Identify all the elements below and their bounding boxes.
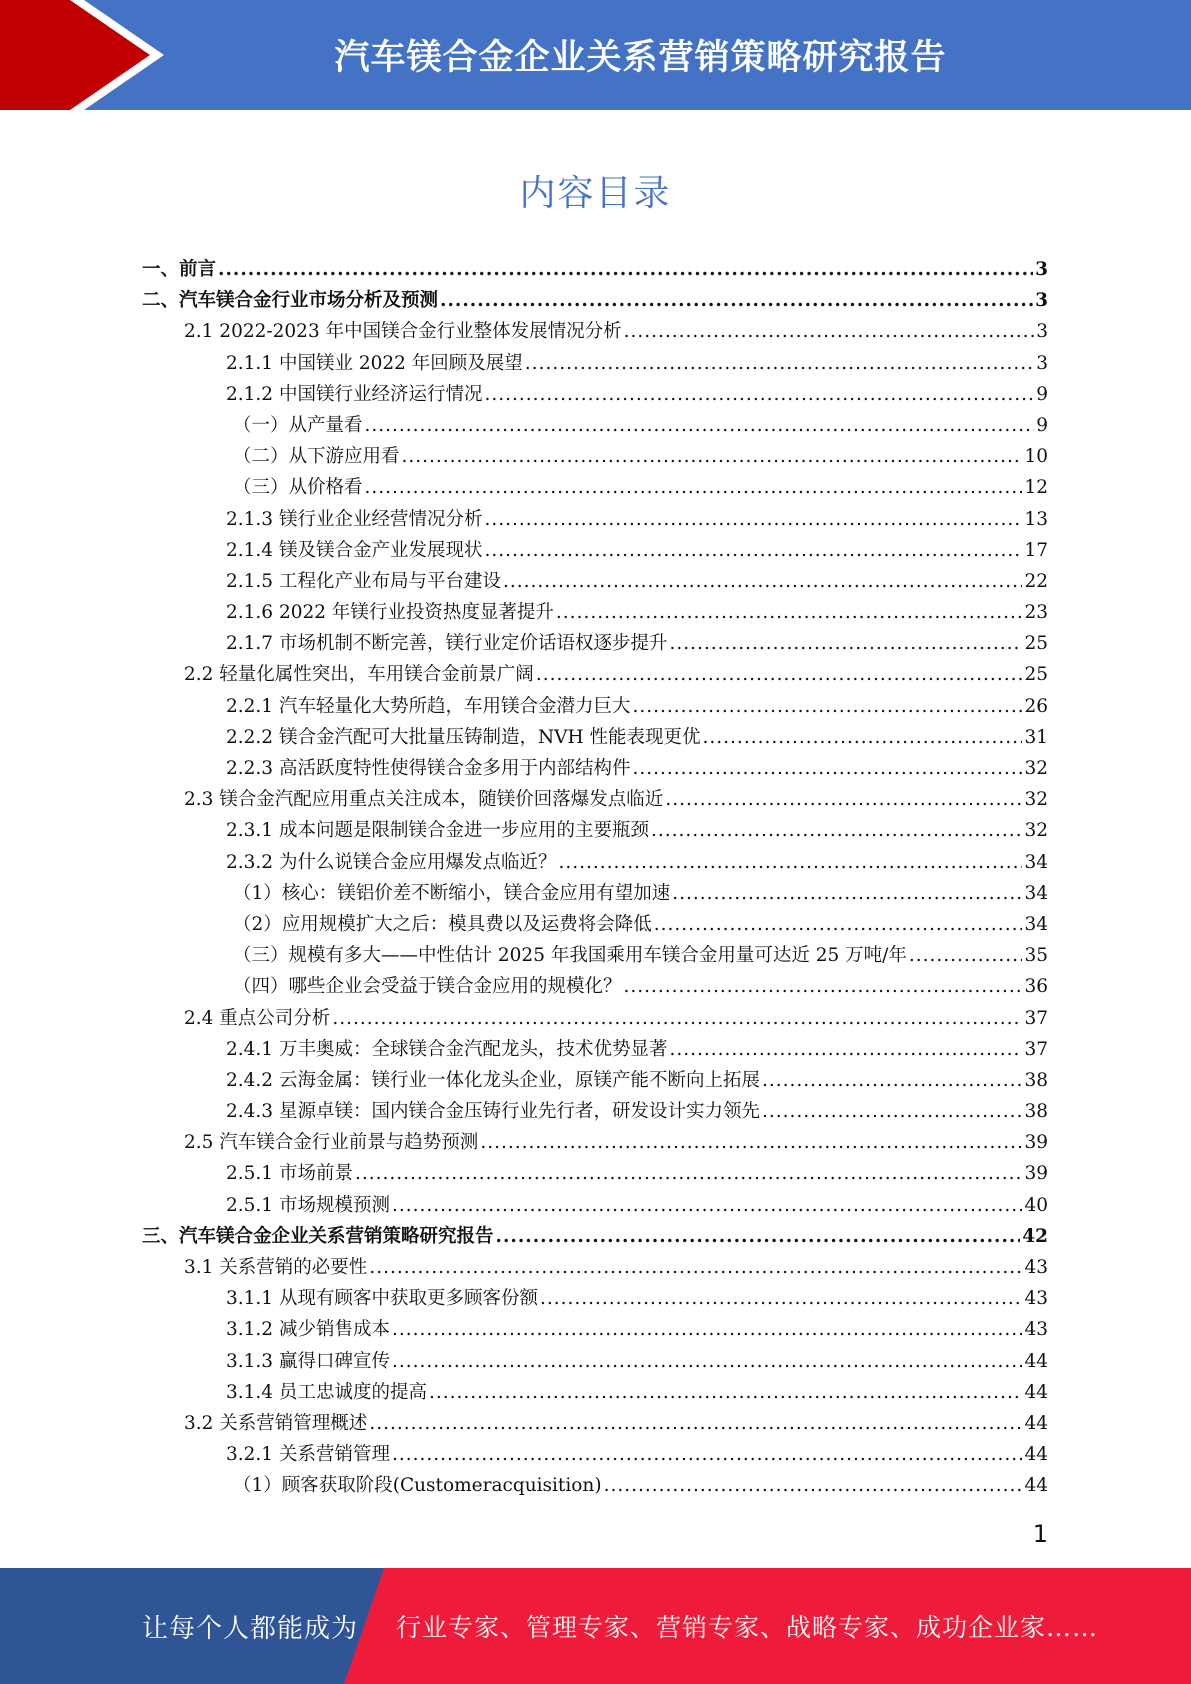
toc-entry[interactable]	[142, 971, 1048, 1002]
toc-dot-leader	[392, 1439, 1022, 1470]
toc-dot-leader	[355, 1158, 1023, 1189]
toc-entry-label: 3.2.1 关系营销管理	[226, 1444, 390, 1466]
toc-dot-leader	[654, 909, 1023, 940]
toc-dot-leader	[429, 1377, 1022, 1408]
toc-entry[interactable]	[142, 504, 1048, 535]
toc-dot-leader	[536, 659, 1023, 690]
table-of-contents	[142, 254, 1048, 1502]
toc-entry-label: 3.1.2 减少销售成本	[226, 1319, 390, 1341]
toc-entry-label: （1）顾客获取阶段(Customeracquisition)	[233, 1475, 602, 1497]
toc-dot-leader	[651, 815, 1022, 846]
toc-dot-leader	[484, 379, 1034, 410]
toc-dot-leader	[480, 1127, 1022, 1158]
toc-entry-page: 12	[1024, 477, 1048, 499]
toc-entry-label: 2.2.2 镁合金汽配可大批量压铸制造，NVH 性能表现更优	[226, 726, 701, 748]
toc-entry[interactable]	[142, 1252, 1048, 1283]
toc-entry-page: 25	[1024, 664, 1048, 686]
toc-dot-leader	[672, 878, 1022, 909]
toc-entry[interactable]	[142, 410, 1048, 441]
toc-dot-leader	[496, 1221, 1021, 1252]
footer-band	[0, 1568, 1191, 1684]
toc-entry[interactable]	[142, 472, 1048, 503]
toc-entry[interactable]	[142, 909, 1048, 940]
footer-slogan-left: 让每个人都能成为	[142, 1613, 359, 1644]
toc-dot-leader	[669, 1034, 1022, 1065]
header-red-arrow	[0, 0, 150, 110]
toc-entry-page: 3	[1036, 321, 1048, 343]
toc-entry-label: 3.1.4 员工忠诚度的提高	[226, 1381, 427, 1403]
toc-dot-leader	[332, 1003, 1022, 1034]
toc-entry-label: 3.2 关系营销管理概述	[184, 1412, 368, 1434]
toc-entry-page: 36	[1024, 976, 1048, 998]
toc-entry-label: （2）应用规模扩大之后：模具费以及运费将会降低	[233, 913, 652, 935]
toc-entry-label: 2.5.1 市场前景	[226, 1163, 353, 1185]
toc-dot-leader	[540, 1283, 1022, 1314]
toc-dot-leader	[558, 847, 1022, 878]
toc-dot-leader	[369, 1408, 1022, 1439]
toc-entry-page: 3	[1035, 259, 1048, 280]
toc-dot-leader	[624, 316, 1035, 347]
toc-entry-label: 2.5.1 市场规模预测	[226, 1194, 390, 1216]
toc-dot-leader	[762, 1096, 1022, 1127]
toc-entry-label: 2.1.5 工程化产业布局与平台建设	[226, 570, 501, 592]
toc-dot-leader	[703, 722, 1023, 753]
toc-entry-label: 3.1.3 赢得口碑宣传	[226, 1350, 390, 1372]
toc-dot-leader	[365, 410, 1035, 441]
toc-entry[interactable]	[142, 1190, 1048, 1221]
toc-entry-label: 2.2.1 汽车轻量化大势所趋，车用镁合金潜力巨大	[226, 695, 631, 717]
toc-entry-page: 10	[1024, 446, 1048, 468]
toc-entry-label: 2.4 重点公司分析	[184, 1007, 331, 1029]
toc-entry[interactable]	[142, 1377, 1048, 1408]
toc-dot-leader	[632, 753, 1022, 784]
toc-dot-leader	[556, 597, 1023, 628]
toc-entry[interactable]	[142, 379, 1048, 410]
toc-entry-label: 2.3 镁合金汽配应用重点关注成本，随镁价回落爆发点临近	[184, 789, 664, 811]
toc-entry-page: 39	[1024, 1163, 1048, 1185]
toc-entry-label: 2.4.3 星源卓镁：国内镁合金压铸行业先行者，研发设计实力领先	[226, 1101, 760, 1123]
toc-entry-page: 44	[1024, 1381, 1048, 1403]
toc-entry[interactable]	[142, 628, 1048, 659]
toc-dot-leader	[624, 971, 1023, 1002]
toc-entry-label: 2.1.3 镁行业企业经营情况分析	[226, 508, 483, 530]
toc-entry-label: 3.1 关系营销的必要性	[184, 1257, 368, 1278]
toc-entry-page: 32	[1024, 758, 1048, 779]
toc-entry[interactable]	[142, 659, 1048, 690]
toc-entry[interactable]	[142, 847, 1048, 878]
toc-entry-page: 9	[1036, 414, 1048, 436]
toc-entry-page: 23	[1024, 602, 1048, 624]
toc-entry-page: 3	[1035, 290, 1048, 312]
toc-entry-label: 2.4.1 万丰奥威：全球镁合金汽配龙头，技术优势显著	[226, 1038, 668, 1060]
toc-dot-leader	[365, 472, 1023, 503]
toc-entry-label: 2.4.2 云海金属：镁行业一体化龙头企业，原镁产能不断向上拓展	[226, 1069, 760, 1091]
toc-entry-page: 34	[1024, 913, 1048, 935]
toc-entry[interactable]	[142, 535, 1048, 566]
header-band	[0, 0, 1191, 110]
toc-entry-page: 31	[1024, 726, 1048, 748]
toc-entry[interactable]	[142, 1034, 1048, 1065]
toc-entry-label: 2.1.4 镁及镁合金产业发展现状	[226, 539, 483, 561]
toc-entry-page: 38	[1024, 1101, 1048, 1123]
toc-entry[interactable]	[142, 1346, 1048, 1377]
toc-entry-page: 13	[1024, 508, 1048, 530]
header-title: 汽车镁合金企业关系营销策略研究报告	[334, 38, 947, 78]
toc-entry-page: 44	[1024, 1350, 1048, 1372]
toc-entry-page: 26	[1024, 695, 1048, 717]
toc-entry-page: 38	[1024, 1069, 1048, 1091]
toc-dot-leader	[392, 1314, 1022, 1345]
toc-entry-page: 42	[1022, 1225, 1048, 1247]
toc-entry[interactable]	[142, 691, 1048, 722]
toc-entry-label: 2.1 2022-2023 年中国镁合金行业整体发展情况分析	[184, 321, 622, 343]
toc-dot-leader	[503, 566, 1022, 597]
toc-entry-page: 34	[1024, 882, 1048, 904]
toc-entry[interactable]	[142, 348, 1048, 379]
toc-dot-leader	[632, 691, 1022, 722]
toc-entry[interactable]	[142, 815, 1048, 846]
toc-dot-leader	[402, 441, 1023, 472]
page-number: 1	[1032, 1520, 1048, 1548]
toc-entry[interactable]	[142, 1470, 1048, 1501]
toc-entry-label: 2.2.3 高活跃度特性使得镁合金多用于内部结构件	[226, 758, 631, 779]
toc-entry[interactable]	[142, 940, 1048, 971]
toc-entry[interactable]	[142, 285, 1048, 316]
toc-entry-page: 44	[1024, 1412, 1048, 1434]
toc-entry-page: 37	[1024, 1038, 1048, 1060]
toc-entry-label: （1）核心：镁铝价差不断缩小，镁合金应用有望加速	[233, 882, 671, 904]
toc-entry-label: 2.1.2 中国镁行业经济运行情况	[226, 383, 483, 405]
toc-entry-page: 34	[1024, 851, 1048, 873]
toc-entry[interactable]	[142, 784, 1048, 815]
toc-entry-page: 37	[1024, 1007, 1048, 1029]
toc-entry[interactable]	[142, 1158, 1048, 1189]
toc-entry-label: 2.3.2 为什么说镁合金应用爆发点临近？	[226, 851, 557, 873]
toc-entry[interactable]	[142, 1221, 1048, 1252]
toc-dot-leader	[665, 784, 1022, 815]
toc-entry-page: 9	[1036, 383, 1048, 405]
toc-dot-leader	[369, 1252, 1022, 1283]
toc-entry-label: 二、汽车镁合金行业市场分析及预测	[142, 290, 439, 312]
toc-entry-label: 2.1.6 2022 年镁行业投资热度显著提升	[226, 602, 554, 624]
toc-entry-label: （三）规模有多大——中性估计 2025 年我国乘用车镁合金用量可达近 25 万吨/年	[233, 945, 907, 967]
toc-entry-page: 44	[1024, 1444, 1048, 1466]
toc-entry-label: （二）从下游应用看	[233, 446, 400, 468]
toc-entry-page: 32	[1024, 820, 1048, 842]
toc-dot-leader	[440, 285, 1033, 316]
toc-dot-leader	[218, 254, 1033, 285]
toc-entry-label: 三、汽车镁合金企业关系营销策略研究报告	[142, 1225, 494, 1247]
toc-heading: 内容目录	[519, 173, 672, 214]
toc-entry-page: 43	[1024, 1319, 1048, 1341]
toc-dot-leader	[525, 348, 1034, 379]
toc-entry-page: 44	[1024, 1475, 1048, 1497]
toc-entry-page: 32	[1024, 789, 1048, 811]
toc-entry[interactable]	[142, 1003, 1048, 1034]
toc-entry[interactable]	[142, 1127, 1048, 1158]
toc-dot-leader	[392, 1190, 1022, 1221]
toc-entry[interactable]	[142, 1439, 1048, 1470]
toc-entry[interactable]	[142, 254, 1048, 285]
toc-entry-page: 40	[1024, 1194, 1048, 1216]
footer-slogan-right: 行业专家、管理专家、营销专家、战略专家、成功企业家……	[396, 1613, 1099, 1642]
toc-entry[interactable]	[142, 597, 1048, 628]
toc-entry-label: 3.1.1 从现有顾客中获取更多顾客份额	[226, 1288, 538, 1310]
toc-entry-page: 22	[1024, 570, 1048, 592]
toc-entry-page: 43	[1024, 1257, 1048, 1278]
toc-entry-label: 2.3.1 成本问题是限制镁合金进一步应用的主要瓶颈	[226, 820, 649, 842]
toc-dot-leader	[669, 628, 1022, 659]
toc-entry[interactable]	[142, 316, 1048, 347]
toc-entry[interactable]	[142, 1065, 1048, 1096]
toc-entry-page: 39	[1024, 1132, 1048, 1154]
toc-entry[interactable]	[142, 441, 1048, 472]
toc-dot-leader	[484, 535, 1022, 566]
toc-dot-leader	[484, 504, 1022, 535]
toc-dot-leader	[762, 1065, 1022, 1096]
toc-entry-label: 2.1.1 中国镁业 2022 年回顾及展望	[226, 352, 523, 374]
toc-entry-label: （三）从价格看	[233, 477, 363, 499]
toc-entry[interactable]	[142, 1096, 1048, 1127]
toc-entry-label: （四）哪些企业会受益于镁合金应用的规模化？	[233, 976, 622, 998]
toc-entry[interactable]	[142, 1314, 1048, 1345]
toc-entry-label: （一）从产量看	[233, 414, 363, 436]
toc-entry-page: 3	[1036, 352, 1048, 374]
toc-dot-leader	[392, 1346, 1022, 1377]
toc-entry-label: 2.2 轻量化属性突出，车用镁合金前景广阔	[184, 664, 534, 686]
toc-entry[interactable]	[142, 1283, 1048, 1314]
toc-entry-label: 一、前言	[142, 259, 217, 280]
toc-entry-page: 35	[1024, 945, 1048, 967]
toc-dot-leader	[909, 940, 1023, 971]
toc-entry-label: 2.1.7 市场机制不断完善，镁行业定价话语权逐步提升	[226, 633, 668, 655]
toc-entry[interactable]	[142, 753, 1048, 784]
toc-entry-page: 17	[1024, 539, 1048, 561]
toc-entry-label: 2.5 汽车镁合金行业前景与趋势预测	[184, 1132, 479, 1154]
toc-entry[interactable]	[142, 722, 1048, 753]
toc-entry[interactable]	[142, 566, 1048, 597]
toc-dot-leader	[604, 1470, 1023, 1501]
toc-entry[interactable]	[142, 878, 1048, 909]
toc-entry-page: 25	[1024, 633, 1048, 655]
toc-entry-page: 43	[1024, 1288, 1048, 1310]
toc-entry[interactable]	[142, 1408, 1048, 1439]
